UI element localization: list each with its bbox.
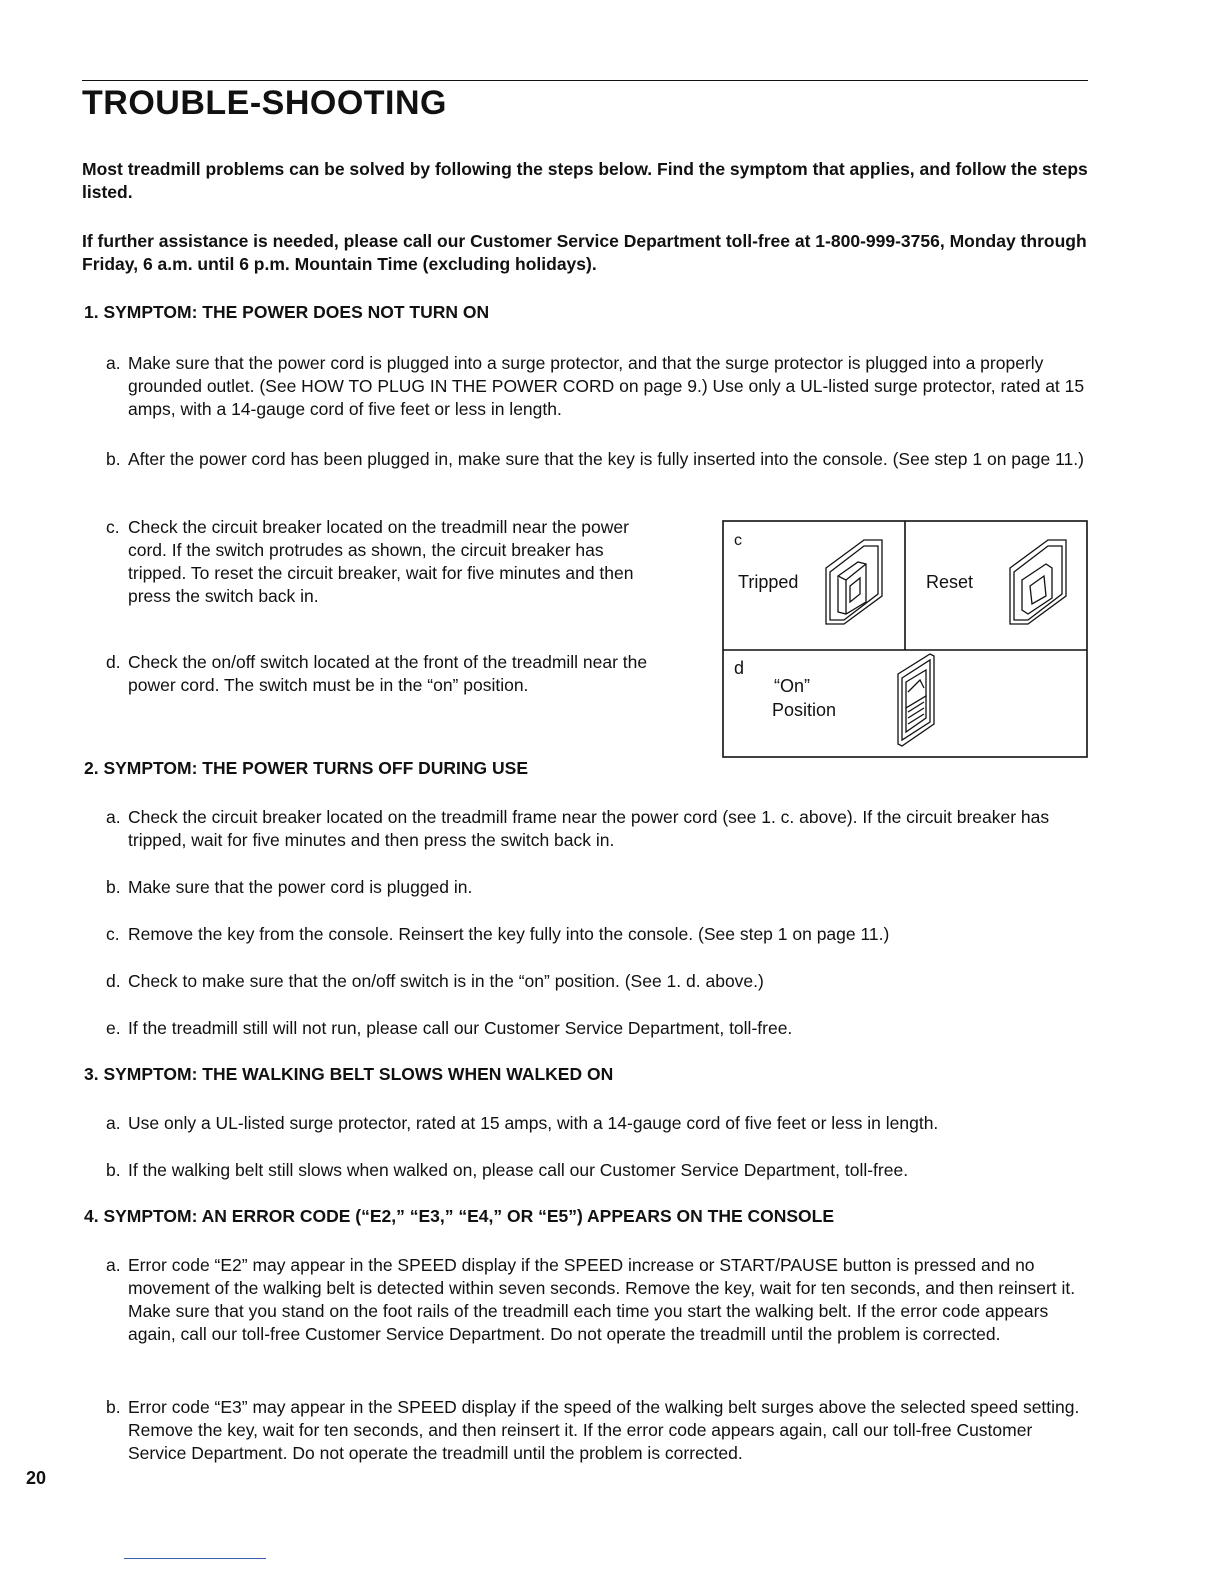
item-letter: b.: [106, 877, 121, 897]
symptom-1-item-d: [106, 651, 681, 697]
on-label: “On”: [774, 676, 810, 696]
item-letter: b.: [106, 449, 121, 469]
reset-breaker-icon: [1004, 534, 1070, 630]
on-off-switch-icon: [894, 652, 940, 750]
item-text: Check the circuit breaker located on the treadmill frame near the power cord (see 1. c. above). If the circuit breaker has tripped, wait for five minutes and then press the switch back in.: [128, 807, 1050, 850]
item-text: Check to make sure that the on/off switch is in the “on” position. (See 1. d. above.): [128, 971, 764, 991]
symptom-1-item-c: [106, 516, 666, 608]
symptom-2-item-d: [106, 970, 1091, 993]
item-letter: d.: [106, 971, 121, 991]
position-label: Position: [772, 700, 837, 720]
page-title: TROUBLE-SHOOTING: [82, 84, 447, 122]
symptom-1-item-a: [106, 352, 1086, 421]
symptom-3-item-a: [106, 1112, 1091, 1135]
switch-illustration: [722, 520, 1088, 758]
item-letter: c.: [106, 924, 120, 944]
symptom-2-item-a: [106, 806, 1091, 852]
tripped-label: Tripped: [738, 572, 799, 592]
header-rule: [82, 80, 1088, 81]
item-letter: a.: [106, 353, 121, 373]
item-letter: a.: [106, 807, 121, 827]
item-text: Error code “E2” may appear in the SPEED display if the SPEED increase or START/PAUSE button is pressed and no movement of the walking belt is detected within seven seconds. Remove the key, wait for ten seconds, and then reinsert it. Make sure that you stand on the foot rails of the treadmill each time you start the walking belt. If the error code appears again, call our toll-free Customer Service Department. Do not operate the treadmill until the problem is corrected.: [128, 1255, 1076, 1344]
symptom-2-item-b: [106, 876, 1091, 899]
figure-c-letter: c: [734, 532, 742, 549]
page-number: 20: [26, 1468, 47, 1488]
item-text: Use only a UL-listed surge protector, rated at 15 amps, with a 14-gauge cord of five feet or less in length.: [128, 1113, 939, 1133]
item-text: If the walking belt still slows when walked on, please call our Customer Service Department, toll-free.: [128, 1160, 909, 1180]
footer-line: [124, 1558, 266, 1559]
item-text: Remove the key from the console. Reinsert the key fully into the console. (See step 1 on page 11.): [128, 924, 890, 944]
item-letter: b.: [106, 1397, 121, 1417]
reset-label: Reset: [926, 572, 974, 592]
item-text: Check the circuit breaker located on the treadmill near the power cord. If the switch protrudes as shown, the circuit breaker has tripped. To reset the circuit breaker, wait for five minutes and then press the switch back in.: [128, 517, 634, 606]
symptom-1-item-b: [106, 448, 1091, 471]
item-text: Error code “E3” may appear in the SPEED display if the speed of the walking belt surges above the selected speed setting. Remove the key, wait for ten seconds, and then reinsert it. If the error code appears again, call our toll-free Customer Service Department. Do not operate the treadmill until the problem is corrected.: [128, 1397, 1080, 1463]
symptom-2-heading: 2. SYMPTOM: THE POWER TURNS OFF DURING USE: [84, 758, 529, 778]
figure-d-letter: d: [734, 658, 745, 678]
item-letter: a.: [106, 1255, 121, 1275]
symptom-3-heading: 3. SYMPTOM: THE WALKING BELT SLOWS WHEN WALKED ON: [84, 1064, 614, 1084]
item-letter: a.: [106, 1113, 121, 1133]
symptom-2-item-c: [106, 923, 1091, 946]
intro-paragraph-1: Most treadmill problems can be solved by following the steps below. Find the symptom that applies, and follow the steps listed.: [82, 159, 1088, 202]
item-letter: d.: [106, 652, 121, 672]
item-text: If the treadmill still will not run, please call our Customer Service Department, toll-free.: [128, 1018, 793, 1038]
symptom-4-heading: 4. SYMPTOM: AN ERROR CODE (“E2,” “E3,” “E4,” OR “E5”) APPEARS ON THE CONSOLE: [84, 1206, 835, 1226]
symptom-2-item-e: [106, 1017, 1091, 1040]
item-letter: e.: [106, 1018, 121, 1038]
item-text: Make sure that the power cord is plugged in.: [128, 877, 473, 897]
symptom-4-item-a: [106, 1254, 1091, 1346]
symptom-3-item-b: [106, 1159, 1091, 1182]
tripped-breaker-icon: [820, 534, 886, 630]
item-letter: c.: [106, 517, 120, 537]
item-text: Make sure that the power cord is plugged into a surge protector, and that the surge protector is plugged into a properly grounded outlet. (See HOW TO PLUG IN THE POWER CORD on page 9.) Use only a UL-listed surge protector, rated at 15 amps, with a 14-gauge cord of five feet or less in length.: [128, 353, 1085, 419]
symptom-4-item-b: [106, 1396, 1091, 1465]
item-text: After the power cord has been plugged in, make sure that the key is fully inserted into the console. (See step 1 on page 11.): [128, 449, 1084, 469]
item-text: Check the on/off switch located at the front of the treadmill near the power cord. The switch must be in the “on” position.: [128, 652, 648, 695]
symptom-1-heading: 1. SYMPTOM: THE POWER DOES NOT TURN ON: [84, 302, 490, 322]
intro-paragraph-2: If further assistance is needed, please call our Customer Service Department toll-free at 1-800-999-3756, Monday through Friday, 6 a.m. until 6 p.m. Mountain Time (excluding holidays).: [82, 231, 1087, 274]
item-letter: b.: [106, 1160, 121, 1180]
